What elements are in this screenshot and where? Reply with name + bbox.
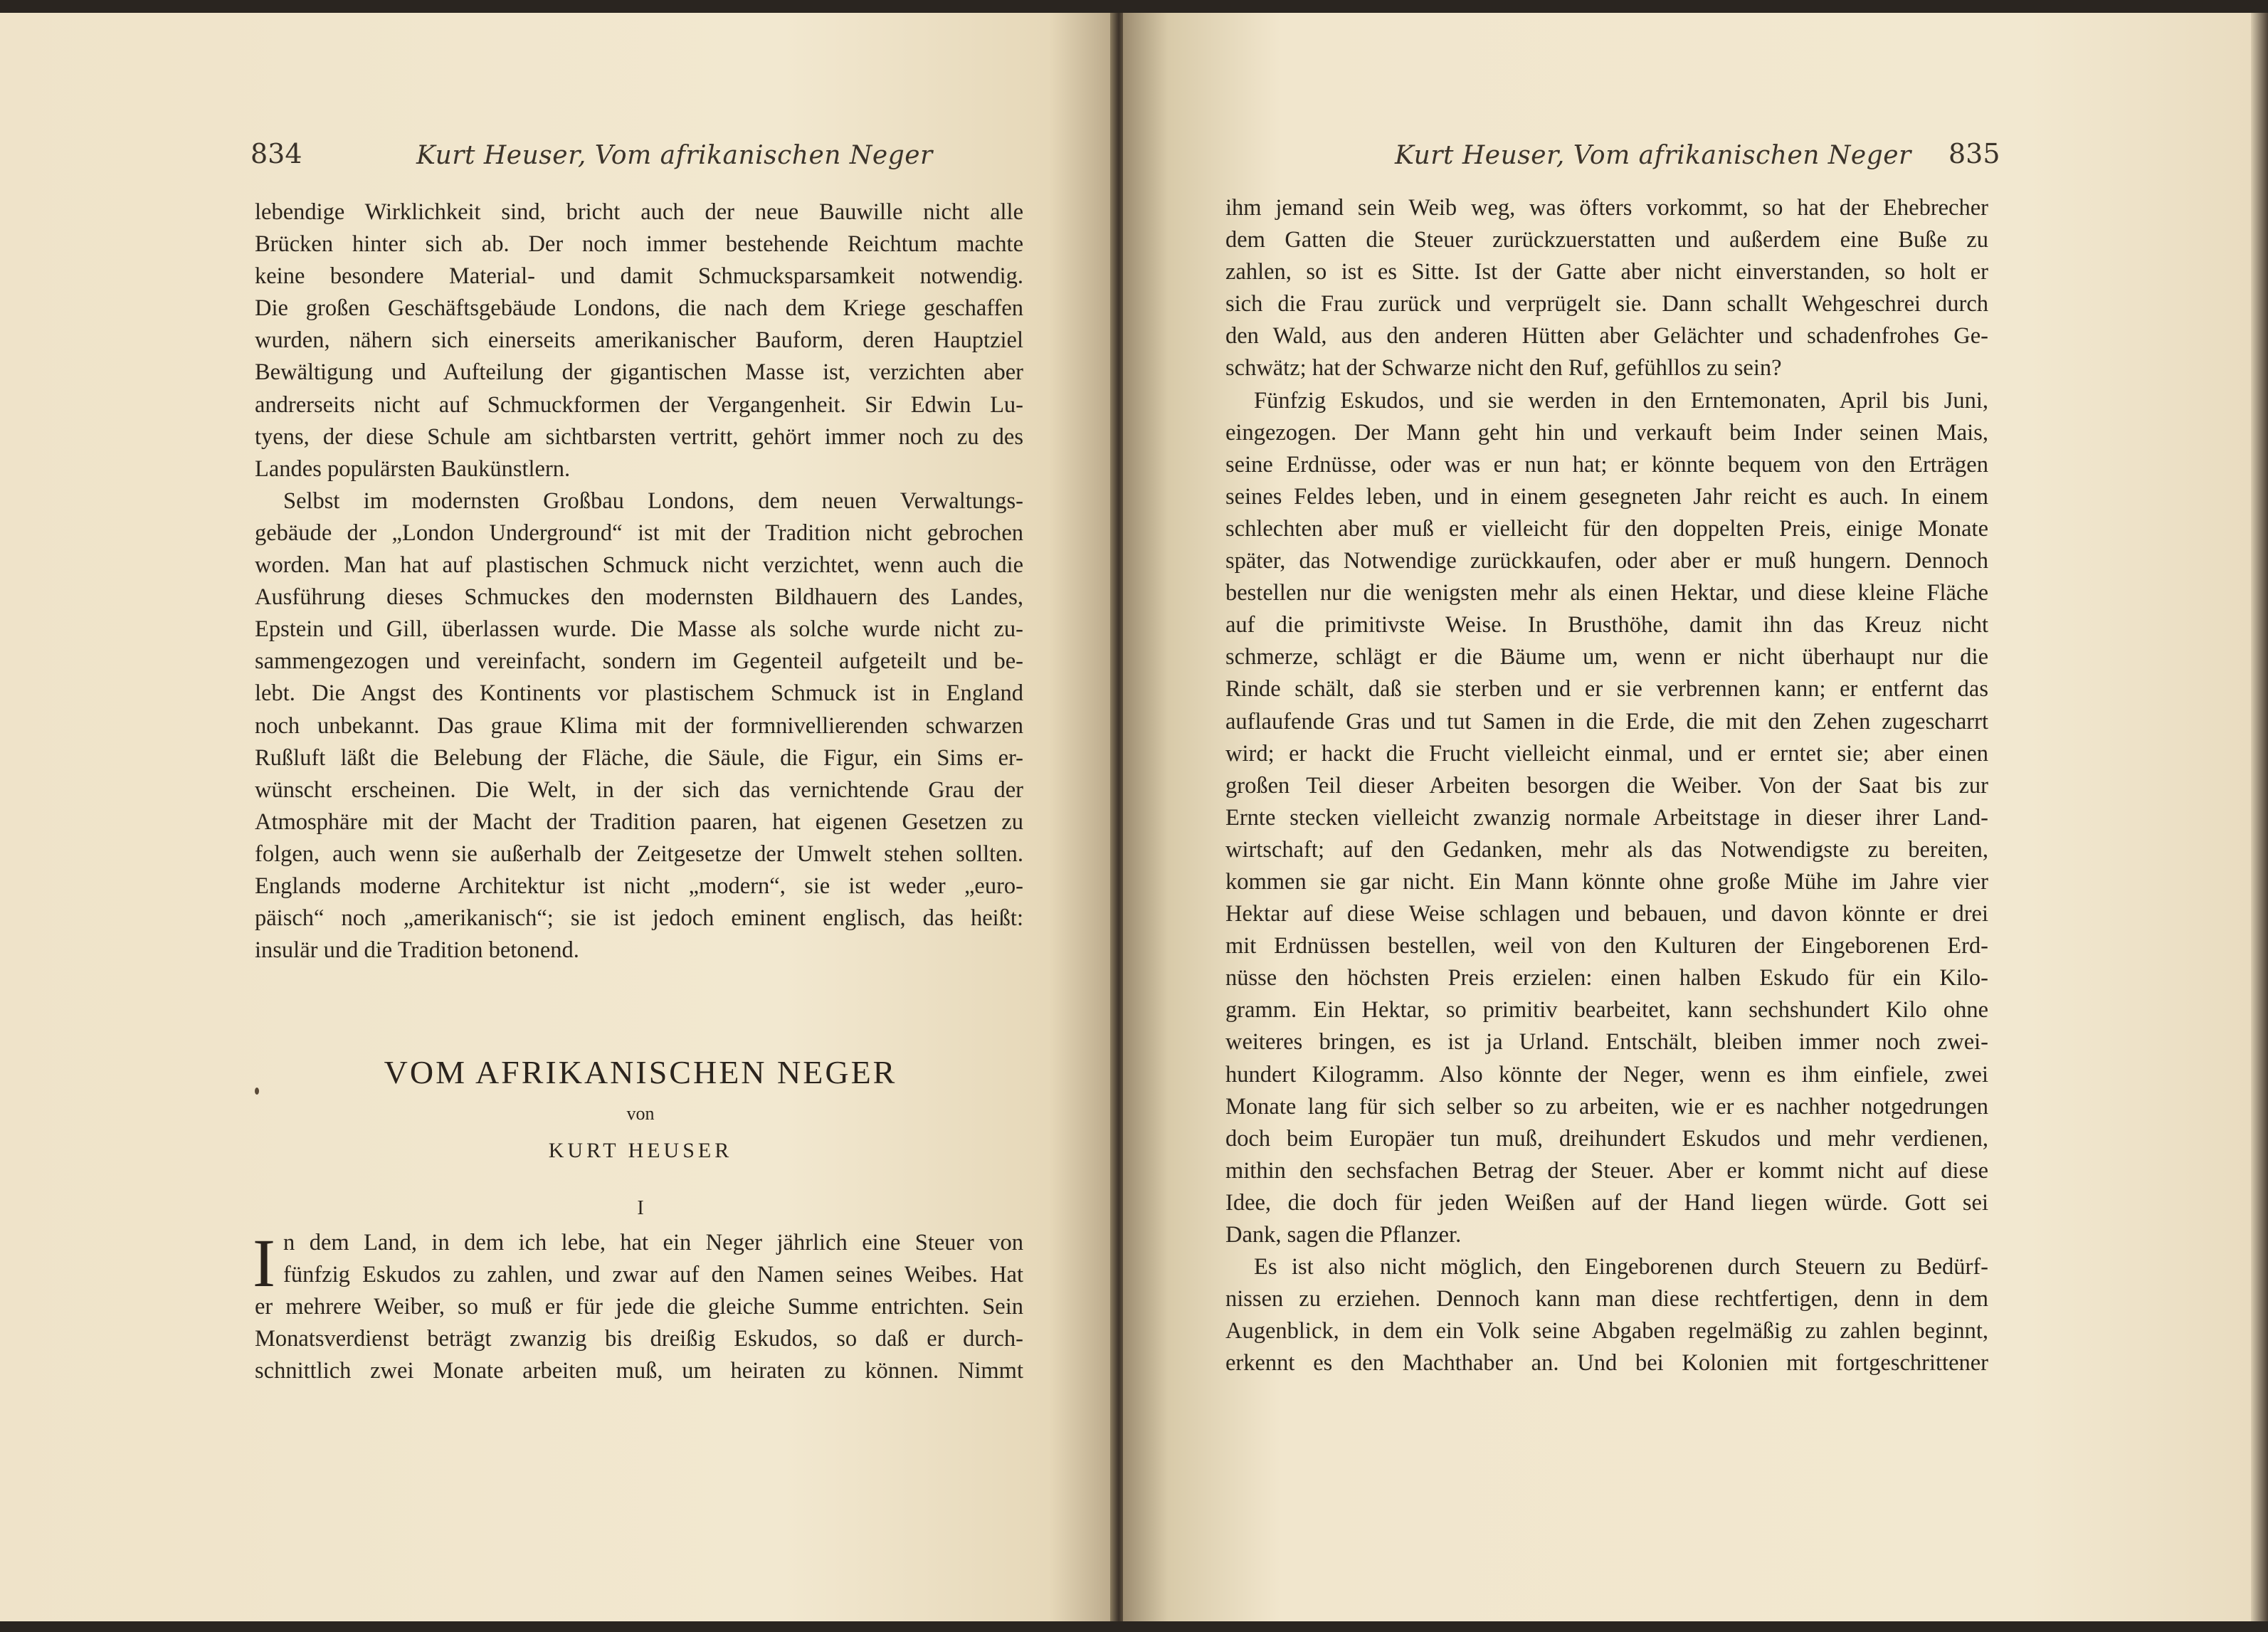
text-line: großen Teil dieser Arbeiten besorgen die Weiber. Von der Saat bis zur: [1225, 772, 1988, 799]
left-page: [0, 13, 1116, 1621]
page-number-right: 835: [1948, 138, 2000, 169]
text-line: schmerze, schlägt er die Bäume um, wenn er nicht überhaupt nur die: [1225, 644, 1988, 670]
text-line: später, das Notwendige zurückkaufen, oder aber er muß hungern. Dennoch: [1225, 548, 1988, 574]
text-line: eingezogen. Der Mann geht hin und verkauft beim Inder seinen Mais,: [1225, 419, 1988, 446]
text-line: schnittlich zwei Monate arbeiten muß, um heiraten zu können. Nimmt: [255, 1358, 1023, 1384]
section-number: I: [637, 1197, 644, 1219]
text-line: noch unbekannt. Das graue Klima mit der formnivellierenden schwarzen: [255, 712, 1023, 739]
text-line: Ernte stecken vielleicht zwanzig normale Arbeitstage in dieser ihrer Land-: [1225, 804, 1988, 831]
text-line: Idee, die doch für jeden Weißen auf der Hand liegen würde. Gott sei: [1225, 1189, 1988, 1216]
text-line: folgen, auch wenn sie außerhalb der Zeitgesetze der Umwelt stehen sollten.: [255, 841, 1023, 867]
text-line: sammengezogen und vereinfacht, sondern im Gegenteil aufgeteilt und be-: [255, 648, 1023, 675]
text-line: wird; er hackt die Frucht vielleicht einmal, und er erntet sie; aber einen: [1225, 740, 1988, 767]
text-line: Monatsverdienst beträgt zwanzig bis dreißig Eskudos, so daß er durch-: [255, 1326, 1023, 1352]
text-line: Selbst im modernsten Großbau Londons, dem neuen Verwaltungs-: [283, 488, 1023, 514]
text-line: Fünfzig Eskudos, und sie werden in den Erntemonaten, April bis Juni,: [1254, 387, 1988, 414]
text-line: Die großen Geschäftsgebäude Londons, die nach dem Kriege geschaffen: [255, 295, 1023, 322]
text-line: lebendige Wirklichkeit sind, bricht auch der neue Bauwille nicht alle: [255, 199, 1023, 225]
text-line: Rinde schält, daß sie sterben und er sie verbrennen kann; er entfernt das: [1225, 676, 1988, 702]
text-line: fünfzig Eskudos zu zahlen, und zwar auf den Namen seines Weibes. Hat: [283, 1262, 1023, 1288]
text-line: worden. Man hat auf plastischen Schmuck nicht verzichtet, wenn auch die: [255, 552, 1023, 579]
text-line: Dank, sagen die Pflanzer.: [1225, 1222, 1462, 1248]
text-line: lebt. Die Angst des Kontinents vor plastischem Schmuck ist in England: [255, 680, 1023, 707]
left-body-text: [255, 196, 1023, 967]
text-line: seine Erdnüsse, oder was er nun hat; er könnte bequem von den Erträgen: [1225, 451, 1988, 478]
text-line: andrerseits nicht auf Schmuckformen der Vergangenheit. Sir Edwin Lu-: [255, 391, 1023, 418]
article-title: VOM AFRIKANISCHEN NEGER: [384, 1054, 897, 1090]
text-line: mithin den sechsfachen Betrag der Steuer. Aber er kommt nicht auf diese: [1225, 1157, 1988, 1184]
text-line: Epstein und Gill, überlassen wurde. Die Masse als solche wurde nicht zu-: [255, 616, 1023, 643]
text-line: päisch“ noch „amerikanisch“; sie ist jedoch eminent englisch, das heißt:: [255, 905, 1023, 932]
drop-cap: I: [253, 1225, 275, 1301]
text-line: kommen sie gar nicht. Ein Mann könnte ohne große Mühe im Jahre vier: [1225, 868, 1988, 895]
text-line: wurden, nähern sich einerseits amerikanischer Bauform, deren Hauptziel: [255, 327, 1023, 354]
text-line: n dem Land, in dem ich lebe, hat ein Neger jährlich eine Steuer von: [283, 1230, 1023, 1255]
text-line: mit Erdnüssen bestellen, weil von den Kulturen der Eingeborenen Erd-: [1225, 933, 1988, 959]
text-line: hundert Kilogramm. Also könnte der Neger, wenn es ihm einfiele, zwei: [1225, 1061, 1988, 1088]
running-head-title: Kurt Heuser, Vom afrikanischen Neger: [1395, 141, 1911, 170]
text-line: weiteres bringen, es ist ja Urland. Entschält, bleiben immer noch zwei-: [1225, 1029, 1988, 1055]
text-line: Bewältigung und Aufteilung der gigantischen Masse ist, verzichten aber: [255, 359, 1023, 386]
page-number-left: 834: [250, 138, 302, 169]
right-body-text: [1225, 192, 1988, 1379]
text-line: keine besondere Material- und damit Schmucksparsamkeit notwendig.: [255, 263, 1023, 290]
text-line: wirtschaft; auf den Gedanken, mehr als das Notwendigste zu bereiten,: [1225, 836, 1988, 863]
running-head-left: [416, 141, 933, 170]
text-line: ihm jemand sein Weib weg, was öfters vorkommt, so hat der Ehebrecher: [1225, 195, 1988, 221]
text-line: dem Gatten die Steuer zurückzuerstatten und außerdem eine Buße zu: [1225, 227, 1988, 253]
running-head-title: Kurt Heuser, Vom afrikanischen Neger: [416, 141, 933, 170]
text-line: bestellen nur die wenigsten mehr als einen Hektar, und diese kleine Fläche: [1225, 580, 1988, 606]
text-line: Augenblick, in dem ein Volk seine Abgaben regelmäßig zu zahlen beginnt,: [1225, 1318, 1988, 1344]
text-line: tyens, der diese Schule am sichtbarsten vertritt, gehört immer noch zu des: [255, 423, 1023, 450]
text-line: schlechten aber muß er vielleicht für den doppelten Preis, einige Monate: [1225, 515, 1988, 542]
book-edge: [2251, 13, 2268, 1621]
text-line: nissen zu erziehen. Dennoch kann man diese rechtfertigen, denn in dem: [1225, 1286, 1988, 1312]
text-line: auf die primitivste Weise. In Brusthöhe, damit ihn das Kreuz nicht: [1225, 612, 1988, 638]
article-author: KURT HEUSER: [548, 1139, 733, 1162]
text-line: seines Feldes leben, und in einem gesegneten Jahr reicht es auch. In einem: [1225, 483, 1988, 510]
text-line: Englands moderne Architektur ist nicht „modern“, sie ist weder „euro-: [255, 873, 1023, 899]
text-line: Ausführung dieses Schmuckes den modernsten Bildhauern des Landes,: [255, 584, 1023, 611]
text-line: schwätz; hat der Schwarze nicht den Ruf, gefühllos zu sein?: [1225, 355, 1782, 381]
text-line: zahlen, so ist es Sitte. Ist der Gatte aber nicht einverstanden, so holt er: [1225, 259, 1988, 285]
text-line: Es ist also nicht möglich, den Eingeborenen durch Steuern zu Bedürf-: [1254, 1254, 1988, 1280]
text-line: den Wald, aus den anderen Hütten aber Gelächter und schadenfrohes Ge-: [1225, 323, 1988, 349]
text-line: Atmosphäre mit der Macht der Tradition paaren, hat eigenen Gesetzen zu: [255, 809, 1023, 835]
text-line: doch beim Europäer tun muß, dreihundert Eskudos und mehr verdienen,: [1225, 1125, 1988, 1152]
right-page: [1123, 13, 2251, 1621]
text-line: sich die Frau zurück und verprügelt sie. Dann schallt Wehgeschrei durch: [1225, 291, 1988, 317]
text-line: wünscht erscheinen. Die Welt, in der sich das vernichtende Grau der: [255, 776, 1023, 803]
text-line: Rußluft läßt die Belebung der Fläche, die Säule, die Figur, ein Sims er-: [255, 744, 1023, 771]
text-line: Landes populärsten Baukünstlern.: [255, 456, 571, 482]
text-line: erkennt es den Machthaber an. Und bei Kolonien mit fortgeschrittener: [1225, 1350, 1988, 1376]
text-line: gramm. Ein Hektar, so primitiv bearbeitet, kann sechshundert Kilo ohne: [1225, 997, 1988, 1023]
text-line: gebäude der „London Underground“ ist mit der Tradition nicht gebrochen: [255, 520, 1023, 546]
article-body-text: [255, 1227, 1023, 1387]
text-line: Brücken hinter sich ab. Der noch immer bestehende Reichtum machte: [255, 231, 1023, 258]
running-head-right: [1395, 141, 1911, 170]
article-von: von: [626, 1103, 655, 1124]
text-line: Hektar auf diese Weise schlagen und bebauen, und davon könnte er drei: [1225, 901, 1988, 927]
text-line: Monate lang für sich selber so zu arbeiten, wie er es nachher notgedrungen: [1225, 1093, 1988, 1120]
text-line: er mehrere Weiber, so muß er für jede die gleiche Summe entrichten. Sein: [255, 1294, 1023, 1320]
text-line: nüsse den höchsten Preis erzielen: einen halben Eskudo für ein Kilo-: [1225, 965, 1988, 991]
text-line: insulär und die Tradition betonend.: [255, 937, 579, 964]
text-line: auflaufende Gras und tut Samen in die Erde, die mit den Zehen zugescharrt: [1225, 708, 1988, 735]
